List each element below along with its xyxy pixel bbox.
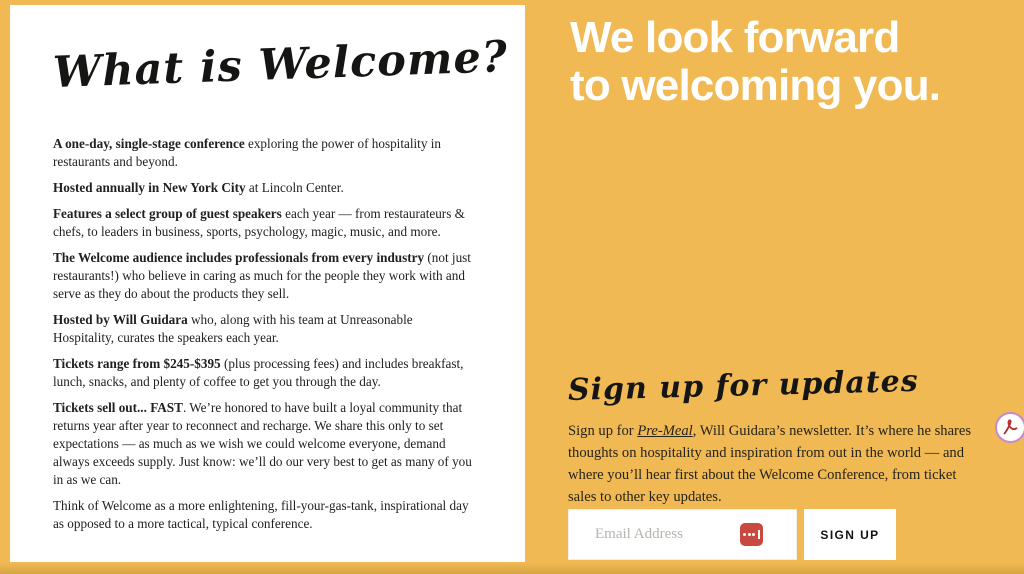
- paragraph-lead: Features a select group of guest speakers: [53, 205, 282, 221]
- paragraph-summary: [53, 497, 473, 533]
- autofill-cursor-bar: [758, 530, 760, 539]
- paragraph-body: exploring the power of hospitality in restaurants and beyond.: [53, 135, 441, 169]
- paragraph-body: at Lincoln Center.: [245, 179, 344, 195]
- newsletter-description: [568, 420, 986, 508]
- paragraph-location: [53, 179, 473, 197]
- signup-button[interactable]: SIGN UP: [804, 509, 896, 560]
- paragraph-body: (not just restaurants!) who believe in caring as much for the people they work with and serve as they do about the products they sell.: [53, 249, 471, 301]
- paragraph-lead: The Welcome audience includes professionals from every industry: [53, 249, 425, 265]
- autofill-dot: [752, 533, 755, 536]
- hero-title: [570, 14, 940, 110]
- paragraph-speakers: [53, 205, 473, 241]
- autofill-dot: [748, 533, 751, 536]
- paragraph-body: who, along with his team at Unreasonable Hospitality, curates the speakers each year.: [53, 311, 413, 345]
- page-title: What is Welcome?: [52, 32, 509, 98]
- paragraph-host: [53, 311, 473, 347]
- autofill-dot: [743, 533, 746, 536]
- what-is-welcome-panel: [10, 5, 525, 562]
- pre-meal-link[interactable]: Pre-Meal: [637, 422, 693, 439]
- hero-title-line1: We look forward: [570, 13, 900, 62]
- newsletter-text-before: Sign up for: [568, 422, 638, 439]
- signup-heading: Sign up for updates: [567, 363, 920, 408]
- paragraph-lead: A one-day, single-stage conference: [53, 135, 245, 151]
- bottom-edge-shade: [0, 563, 1024, 574]
- paragraph-lead: Hosted annually in New York City: [53, 179, 246, 195]
- paragraph-conference: [53, 135, 473, 171]
- paragraph-lead: Hosted by Will Guidara: [53, 311, 188, 327]
- autofill-dots-icon[interactable]: [740, 523, 763, 546]
- paragraph-body: each year — from restaurateurs & chefs, to leaders in business, sports, psychology, magic, music, and more.: [53, 205, 465, 239]
- paragraph-audience: [53, 249, 473, 303]
- adobe-acrobat-icon[interactable]: [995, 412, 1024, 443]
- paragraph-lead: Tickets range from $245-$395: [53, 355, 221, 371]
- paragraph-body: Think of Welcome as a more enlightening, fill-your-gas-tank, inspirational day as opposed to a more tactical, typical conference.: [53, 497, 469, 531]
- paragraph-tickets-price: [53, 355, 473, 391]
- newsletter-text-after: , Will Guidara’s newsletter. It’s where he shares thoughts on hospitality and inspiration from out in the world — and where you’ll hear first about the Welcome Conference, from ticket sales to other key updates.: [568, 422, 972, 505]
- paragraph-body: (plus processing fees) and includes breakfast, lunch, snacks, and plenty of coffee to get you through the day.: [53, 355, 464, 389]
- acrobat-swirl-glyph: [1001, 418, 1020, 437]
- hero-title-line2: to welcoming you.: [570, 61, 941, 110]
- paragraph-lead: Tickets sell out... FAST: [53, 399, 183, 415]
- paragraph-tickets-sellout: [53, 399, 473, 489]
- paragraph-body: . We’re honored to have built a loyal community that returns year after year to reconnect and recharge. We share this only to set expectations — as much as we wish we could welcome everyone, demand always exceeds supply. Just know: we’ll do our very best to get as many of you in as we can.: [53, 399, 472, 487]
